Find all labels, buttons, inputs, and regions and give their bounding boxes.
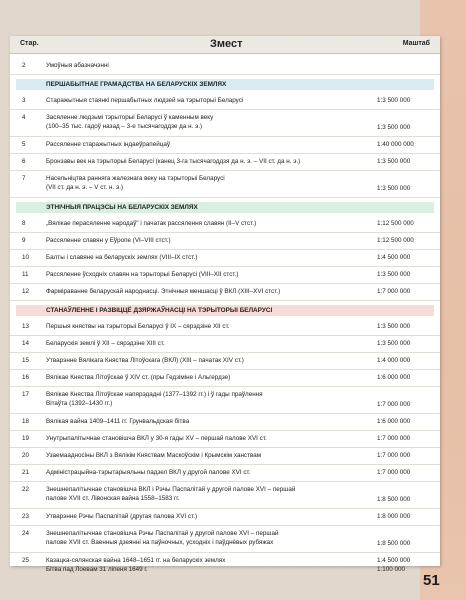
row-title [46, 482, 377, 503]
table-row[interactable] [10, 465, 440, 482]
row-title [46, 336, 377, 348]
row-scale: 1:3 500 000 [377, 340, 411, 347]
row-title-line: Рассяленне старажытных індаеўрапейцаў [46, 141, 170, 148]
row-page-number: 13 [22, 323, 30, 330]
table-row[interactable] [10, 387, 440, 414]
row-page-number: 2 [22, 62, 26, 69]
row-scale: 1:12 500 000 [377, 220, 414, 227]
row-page-number: 21 [22, 469, 30, 476]
row-title-line: Беларускія землі ў XII – сярэдзіне XIII ст. [46, 340, 165, 347]
row-title [46, 319, 377, 331]
table-row[interactable] [10, 171, 440, 198]
row-title-line: Насельніцтва ранняга жалезнага веку на тэрыторыі Беларусі [46, 175, 225, 182]
row-scale [377, 553, 410, 574]
intro-group [10, 58, 440, 75]
header-page-column: Стар. [20, 40, 39, 47]
row-title-line: Засяленне людзьмі тэрыторыі Беларусі ў каменным веку [46, 114, 214, 121]
row-scale: 1:12 500 000 [377, 237, 414, 244]
row-page-number: 4 [22, 114, 26, 121]
row-title-line: Адміністрацыйна-тэрытарыяльны падзел ВКЛ у другой палове XVI ст. [46, 469, 251, 476]
prehistory-group [10, 93, 440, 198]
row-title-line: Балты і славяне на беларускіх землях (VIII–IX стст.) [46, 254, 198, 261]
row-title [46, 58, 377, 70]
row-title-line: Бронзавы век на тэрыторыі Беларусі (канец 3-га тысячагоддзя да н. э. – VII ст. да н. э.) [46, 158, 301, 165]
row-page-number: 5 [22, 141, 26, 148]
row-title-line: палове XVII ст. Ваенныя дзеянні на паўночных, усходніх і паўднёвых рубяжах [46, 539, 274, 546]
table-row[interactable] [10, 482, 440, 509]
section-title: ПЕРШАБЫТНАЕ ГРАМАДСТВА НА БЕЛАРУСКІХ ЗЕМЛЯХ [46, 81, 227, 88]
row-title-line: Першыя княствы на тэрыторыі Беларусі ў IX – сярэдзіне XII ст. [46, 323, 230, 330]
row-title-line: палове XVII ст. Лівонская вайна 1558–1583 гг. [46, 495, 180, 502]
row-title [46, 137, 377, 149]
row-title [46, 370, 377, 382]
row-scale: 1:8 500 000 [377, 496, 411, 503]
table-row[interactable] [10, 431, 440, 448]
row-page-number: 6 [22, 158, 26, 165]
row-page-number: 8 [22, 220, 26, 227]
row-page-number: 25 [22, 557, 30, 564]
section-title: СТАНАЎЛЕННЕ І РАЗВІЦЦЁ ДЗЯРЖАЎНАСЦІ НА ТЭРЫТОРЫІ БЕЛАРУСІ [46, 307, 273, 314]
table-row[interactable] [10, 448, 440, 465]
header-scale-column: Маштаб [402, 40, 430, 47]
row-scale: 1:3 500 000 [377, 271, 411, 278]
row-title [46, 553, 377, 574]
row-title-line: Вялікая вайна 1409–1411 гг. Грунвальдская бітва [46, 418, 190, 425]
table-row[interactable] [10, 267, 440, 284]
row-title [46, 154, 377, 166]
row-title [46, 465, 377, 477]
row-title [46, 267, 377, 279]
row-title [46, 250, 377, 262]
row-scale: 1:40 000 000 [377, 141, 414, 148]
row-scale: 1:3 500 000 [377, 124, 411, 131]
table-row[interactable] [10, 233, 440, 250]
row-scale-value: 1:4 500 000 [377, 557, 411, 564]
row-title [46, 110, 377, 131]
row-title [46, 387, 377, 408]
row-scale: 1:8 000 000 [377, 513, 411, 520]
row-page-number: 20 [22, 452, 30, 459]
row-scale-value: 1:100 000 [377, 566, 406, 573]
page-title: Змест [210, 38, 243, 50]
table-row[interactable] [10, 93, 440, 110]
row-title-line: Знешнепалітычнае становішча ВКЛ і Рэчы Паспалітай у другой палове XVI – першай [46, 486, 296, 493]
row-page-number: 18 [22, 418, 30, 425]
row-title [46, 509, 377, 521]
contents-list [10, 58, 440, 579]
row-title-line: Утварэнне Вялікага Княства Літоўскага (ВКЛ) (XIII – пачатак XIV ст.) [46, 357, 244, 364]
section-header-ethnic [16, 202, 434, 213]
page-number: 51 [423, 572, 440, 589]
row-title-line: Вялікае Княства Літоўскае напярэдадні (1377–1392 гг.) і ў гады праўлення [46, 391, 263, 398]
row-scale: 1:7 000 000 [377, 435, 411, 442]
row-title-line: Вялікае Княства Літоўскае ў XIV ст. (пры Гедзіміне і Альгердзе) [46, 374, 231, 381]
row-scale: 1:3 500 000 [377, 323, 411, 330]
row-title-line: Старажытныя стаянкі першабытных людзей на тэрыторыі Беларусі [46, 97, 244, 104]
row-title-line: Утварэнне Рэчы Паспалітай (другая палова XVI ст.) [46, 513, 198, 520]
row-title-line: Казацка-сялянская вайна 1648–1651 гг. на беларускіх землях [46, 557, 226, 564]
row-page-number: 17 [22, 391, 30, 398]
table-row[interactable] [10, 110, 440, 137]
table-row[interactable] [10, 353, 440, 370]
row-page-number: 14 [22, 340, 30, 347]
row-page-number: 10 [22, 254, 30, 261]
row-page-number: 16 [22, 374, 30, 381]
row-scale: 1:7 000 000 [377, 469, 411, 476]
table-row[interactable] [10, 154, 440, 171]
section-header-prehistory [16, 79, 434, 90]
row-scale: 1:6 000 000 [377, 418, 411, 425]
row-title [46, 353, 377, 365]
table-row[interactable] [10, 509, 440, 526]
row-title [46, 284, 377, 296]
row-title [46, 171, 377, 192]
table-row[interactable] [10, 137, 440, 154]
row-scale: 1:7 000 000 [377, 452, 411, 459]
row-title-line: Знешнепалітычнае становішча Рэчы Паспалітай у другой палове XVI – першай [46, 530, 279, 537]
row-title-line: „Вялікае перасяленне народаў" і пачатак рассялення славян (II–V стст.) [46, 220, 257, 227]
row-title-line: Вітаўта (1392–1430 гг.) [46, 400, 113, 407]
row-title-line: Унутрыпалітычнае становішча ВКЛ у 30-я гады XV – першай палове XVI ст. [46, 435, 267, 442]
table-row-last[interactable] [10, 553, 440, 579]
row-page-number: 24 [22, 530, 30, 537]
ethnic-group [10, 216, 440, 301]
row-page-number: 23 [22, 513, 30, 520]
row-scale: 1:7 000 000 [377, 401, 411, 408]
section-title: ЭТНІЧНЫЯ ПРАЦЭСЫ НА БЕЛАРУСКІХ ЗЕМЛЯХ [46, 204, 198, 211]
row-scale: 1:3 500 000 [377, 97, 411, 104]
table-row[interactable] [10, 58, 440, 75]
row-title [46, 216, 377, 228]
table-row[interactable] [10, 284, 440, 301]
row-title [46, 233, 377, 245]
table-row[interactable] [10, 319, 440, 336]
row-page-number: 7 [22, 175, 26, 182]
row-page-number: 12 [22, 288, 30, 295]
section-header-statehood [16, 305, 434, 316]
statehood-group [10, 319, 440, 553]
row-page-number: 22 [22, 486, 30, 493]
row-page-number: 3 [22, 97, 26, 104]
row-title [46, 448, 377, 460]
table-header [10, 36, 440, 54]
row-scale: 1:3 500 000 [377, 158, 411, 165]
row-scale: 1:4 500 000 [377, 254, 411, 261]
row-title-line: Узаемаадносіны ВКЛ з Вялікім Княствам Маскоўскім і Крымскім ханствам [46, 452, 262, 459]
row-scale: 1:7 000 000 [377, 288, 411, 295]
row-title-line: (VII ст. да н. э. – V ст. н. э.) [46, 184, 124, 191]
row-page-number: 11 [22, 271, 29, 278]
table-row[interactable] [10, 336, 440, 353]
row-scale: 1:3 500 000 [377, 185, 411, 192]
row-title-line: Фарміраванне беларускай народнасці. Этнічныя меншасці ў ВКЛ (XIII–XVI стст.) [46, 288, 281, 295]
row-title-line: Умоўныя абазначэнні [46, 62, 109, 69]
table-row[interactable] [10, 414, 440, 431]
table-row[interactable] [10, 216, 440, 233]
table-row[interactable] [10, 250, 440, 267]
row-page-number: 19 [22, 435, 30, 442]
row-page-number: 9 [22, 237, 26, 244]
table-row[interactable] [10, 370, 440, 387]
row-scale: 1:6 000 000 [377, 374, 411, 381]
row-title [46, 414, 377, 426]
row-page-number: 15 [22, 357, 30, 364]
row-title [46, 431, 377, 443]
row-scale: 1:8 500 000 [377, 540, 411, 547]
row-title [46, 93, 377, 105]
table-row[interactable] [10, 526, 440, 553]
row-title-line: Бітва пад Лоевам 31 ліпеня 1649 г. [46, 566, 148, 573]
row-title-line: Рассяленне ўсходніх славян на тэрыторыі Беларусі (VIII–XII стст.) [46, 271, 239, 278]
row-title-line: Рассяленне славян у Еўропе (VI–VIII стст.) [46, 237, 171, 244]
contents-page [10, 36, 440, 573]
row-scale: 1:4 000 000 [377, 357, 411, 364]
row-title [46, 526, 377, 547]
row-title-line: (100–35 тыс. гадоў назад – 3-е тысячагоддзе да н. э.) [46, 123, 203, 130]
